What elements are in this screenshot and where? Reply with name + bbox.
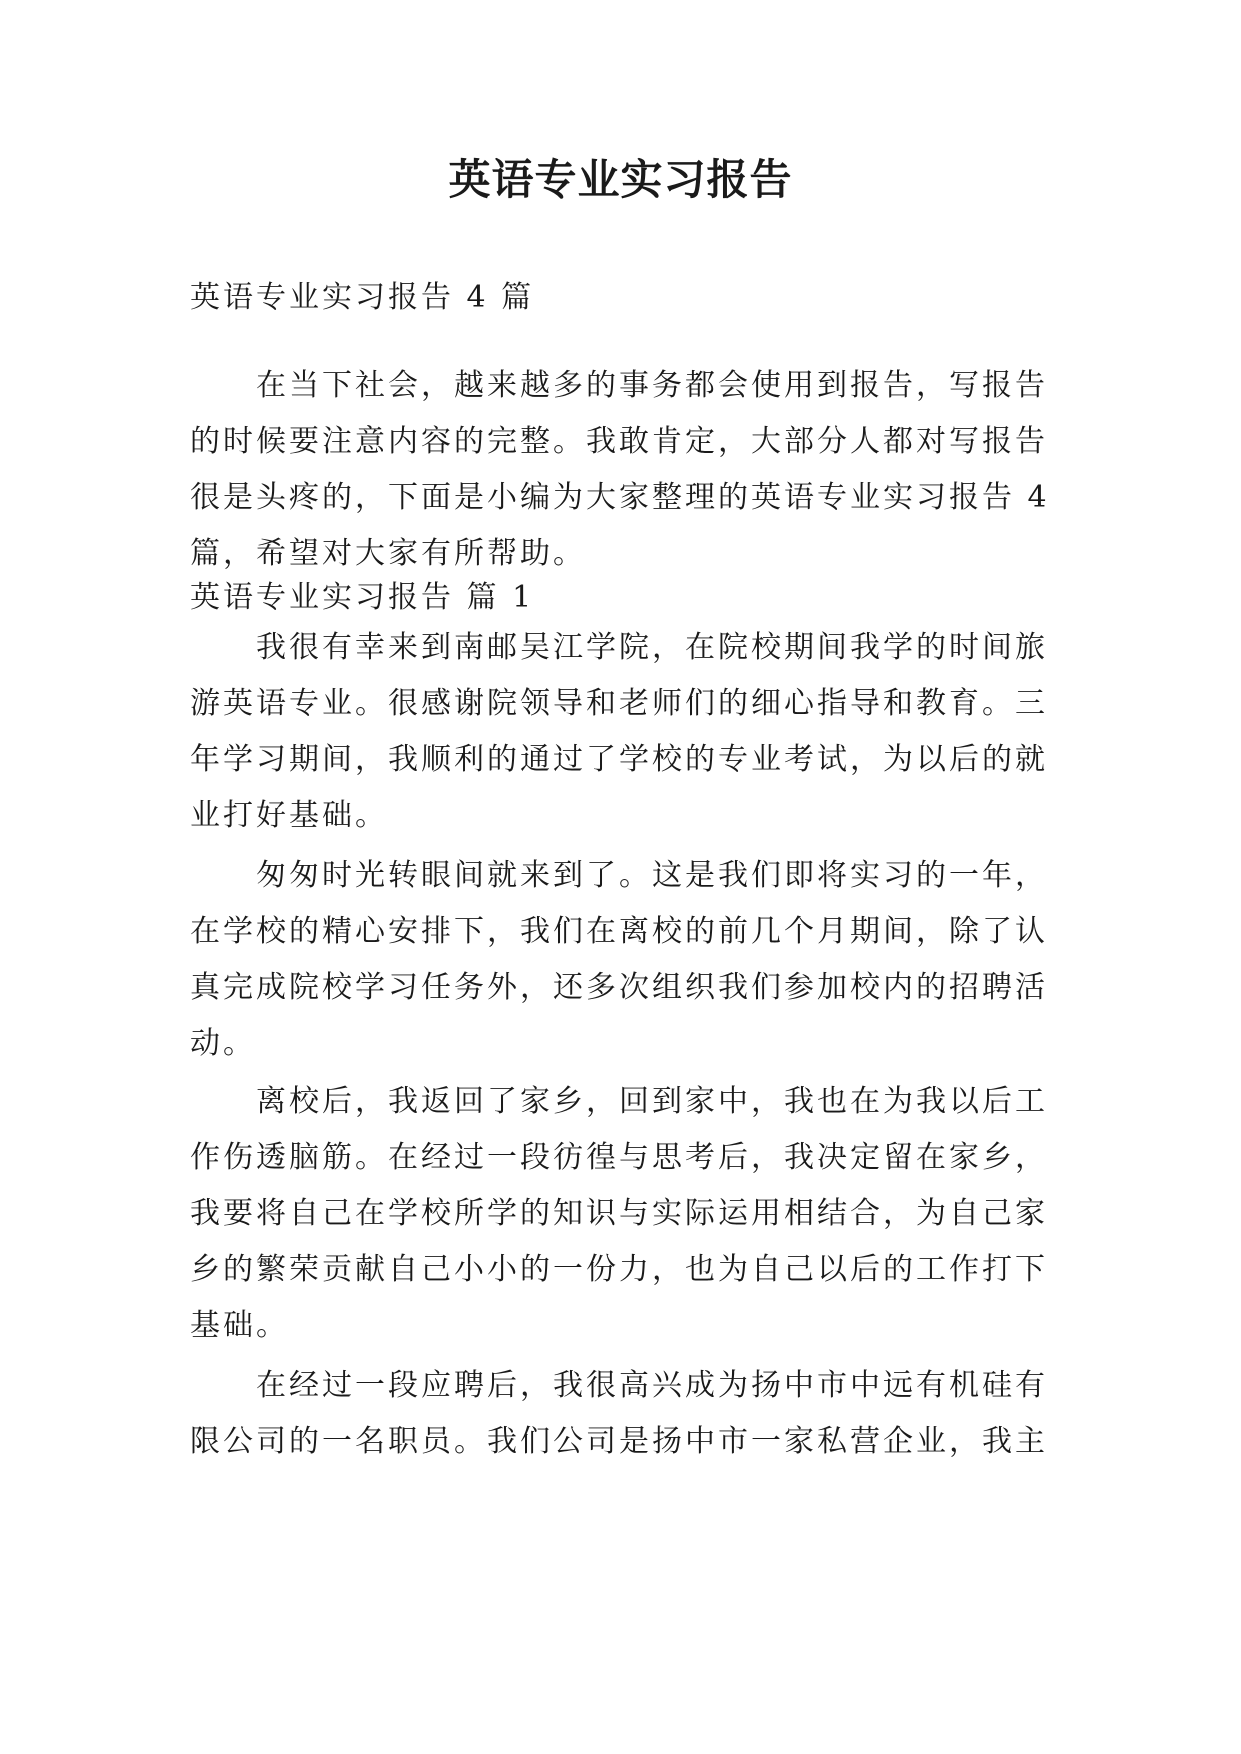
paragraph-line: 限公司的一名职员。我们公司是扬中市一家私营企业，我主: [190, 1424, 1048, 1459]
paragraph-line: 乡的繁荣贡献自己小小的一份力，也为自己以后的工作打下: [190, 1252, 1048, 1287]
paragraph-line: 匆匆时光转眼间就来到了。这是我们即将实习的一年，: [256, 858, 1048, 893]
document-title: 英语专业实习报告: [448, 155, 793, 204]
paragraph-line: 游英语专业。很感谢院领导和老师们的细心指导和教育。三: [190, 686, 1048, 721]
paragraph-line: 业打好基础。: [190, 798, 388, 833]
paragraph-line: 我很有幸来到南邮吴江学院，在院校期间我学的时间旅: [256, 630, 1048, 665]
body-paragraph-4: [190, 1358, 1070, 1470]
paragraph-line: 离校后，我返回了家乡，回到家中，我也在为我以后工: [256, 1084, 1048, 1119]
body-paragraph-1: [190, 620, 1070, 844]
paragraph-line: 的时候要注意内容的完整。我敢肯定，大部分人都对写报告: [190, 424, 1048, 459]
paragraph-line: 篇，希望对大家有所帮助。: [190, 536, 586, 571]
body-paragraph-2: [190, 848, 1070, 1072]
paragraph-line: 在学校的精心安排下，我们在离校的前几个月期间，除了认: [190, 914, 1048, 949]
body-paragraph-3: [190, 1074, 1070, 1354]
paragraph-line: 基础。: [190, 1308, 289, 1343]
paragraph-line: 我要将自己在学校所学的知识与实际运用相结合，为自己家: [190, 1196, 1048, 1231]
paragraph-line: 年学习期间，我顺利的通过了学校的专业考试，为以后的就: [190, 742, 1048, 777]
paragraph-line: 很是头疼的，下面是小编为大家整理的英语专业实习报告 4: [190, 480, 1050, 515]
paragraph-line: 动。: [190, 1026, 256, 1061]
intro-paragraph: [190, 358, 1070, 582]
section-heading: 英语专业实习报告 篇 1: [190, 580, 535, 615]
document-subtitle: 英语专业实习报告 4 篇: [190, 280, 535, 315]
paragraph-line: 作伤透脑筋。在经过一段彷徨与思考后，我决定留在家乡，: [190, 1140, 1048, 1175]
paragraph-line: 在当下社会，越来越多的事务都会使用到报告，写报告: [256, 368, 1048, 403]
paragraph-line: 在经过一段应聘后，我很高兴成为扬中市中远有机硅有: [256, 1368, 1048, 1403]
paragraph-line: 真完成院校学习任务外，还多次组织我们参加校内的招聘活: [190, 970, 1048, 1005]
